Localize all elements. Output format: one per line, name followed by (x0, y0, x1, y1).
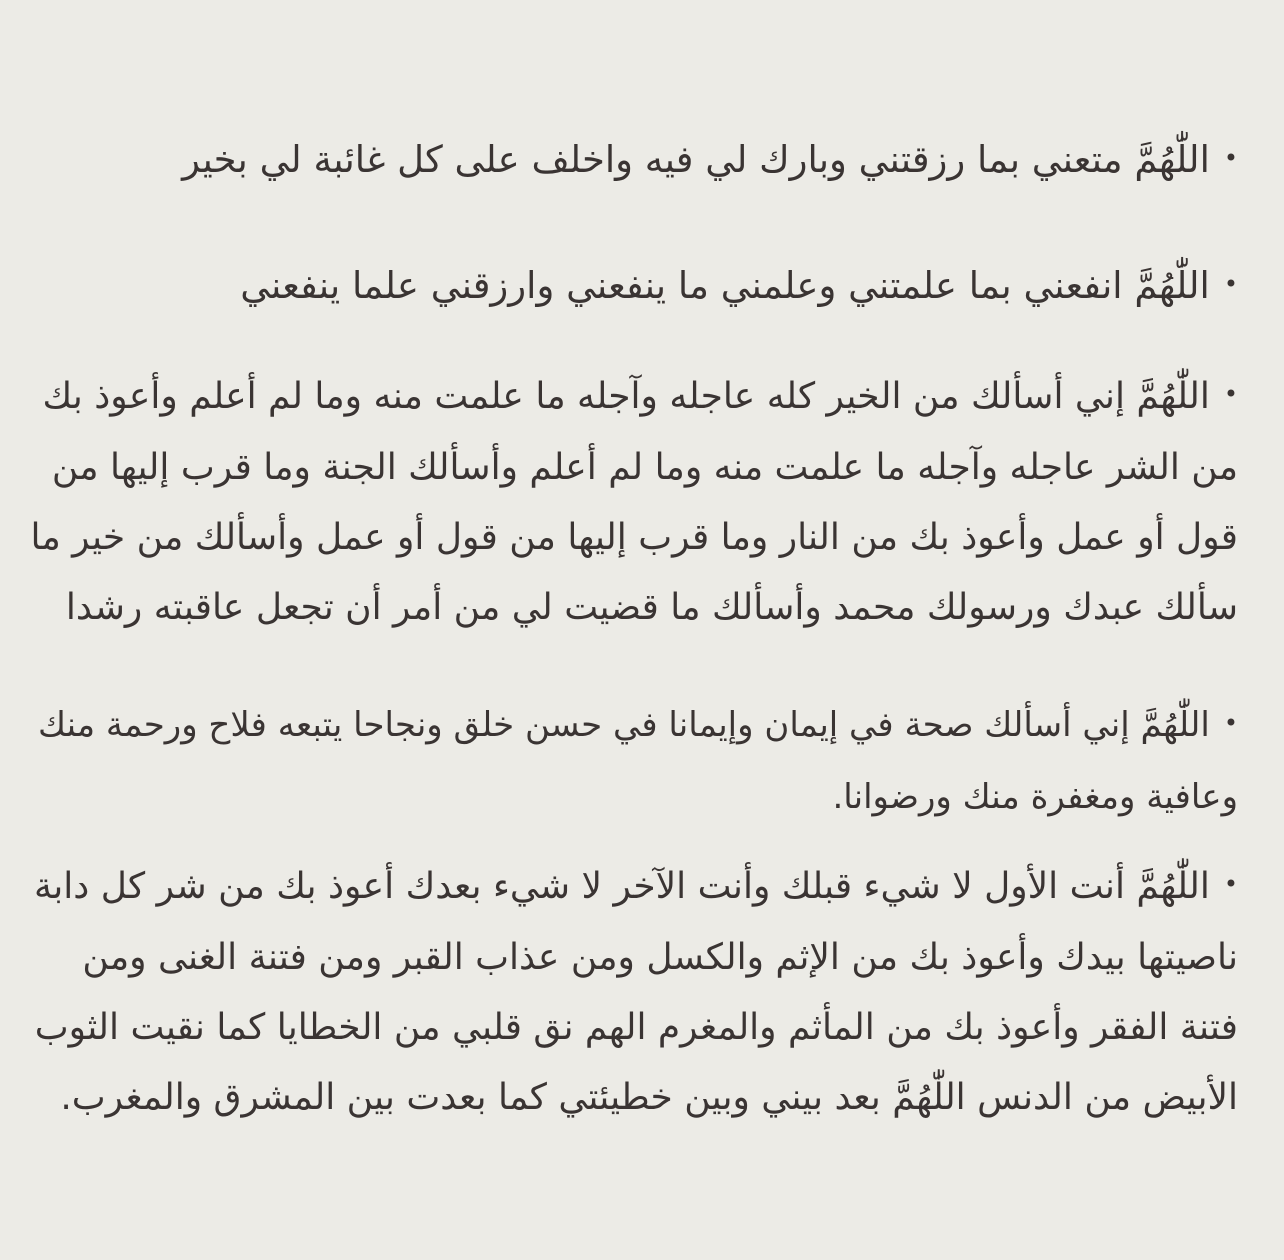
bullet-icon: • (1223, 143, 1238, 172)
dua-item (182, 125, 1238, 197)
dua-item (30, 362, 1238, 643)
dua-text: اللّٰهُمَّ أنت الأول لا شيء قبلك وأنت الآخر لا شيء بعدك أعوذ بك من شر كل دابة (33, 866, 1210, 907)
dua-line: قول أو عمل وأعوذ بك من النار وما قرب إليها من قول أو عمل وأسألك من خير ما (30, 517, 1238, 558)
bullet-icon: • (1223, 870, 1238, 898)
dua-item (34, 852, 1238, 1133)
bullet-icon: • (1223, 269, 1238, 298)
dua-line (30, 362, 1238, 433)
dua-line (34, 852, 1238, 923)
dua-line: من الشر عاجله وآجله ما علمت منه وما لم أعلم وأسألك الجنة وما قرب إليها من (51, 447, 1238, 488)
dua-line: وعافية ومغفرة منك ورضوانا. (832, 776, 1238, 817)
dua-line (38, 690, 1238, 762)
dua-text: اللّٰهُمَّ إني أسألك صحة في إيمان وإيمانا في حسن خلق ونجاحا يتبعه فلاح ورحمة منك (37, 705, 1210, 745)
bullet-icon: • (1223, 708, 1238, 737)
dua-item (38, 690, 1238, 832)
dua-item (240, 251, 1238, 323)
dua-line: سألك عبدك ورسولك محمد وأسألك ما قضيت لي من أمر أن تجعل عاقبته رشدا (65, 587, 1238, 628)
dua-text: اللّٰهُمَّ إني أسألك من الخير كله عاجله وآجله ما علمت منه وما لم أعلم وأعوذ بك (42, 376, 1210, 417)
dua-line: الأبيض من الدنس اللّٰهُمَّ بعد بيني وبين خطيئتي كما بعدت بين المشرق والمغرب. (60, 1077, 1238, 1118)
dua-line (240, 251, 1238, 323)
bullet-icon: • (1223, 380, 1238, 408)
dua-text: اللّٰهُمَّ انفعني بما علمتني وعلمني ما ينفعني وارزقني علما ينفعني (240, 264, 1210, 307)
dua-text: اللّٰهُمَّ متعني بما رزقتني وبارك لي فيه واخلف على كل غائبة لي بخير (182, 138, 1210, 181)
dua-line (182, 125, 1238, 197)
dua-line: فتنة الفقر وأعوذ بك من المأثم والمغرم الهم نق قلبي من الخطايا كما نقيت الثوب (34, 1007, 1238, 1048)
dua-line: ناصيتها بيدك وأعوذ بك من الإثم والكسل ومن عذاب القبر ومن فتنة الغنى ومن (82, 937, 1238, 978)
